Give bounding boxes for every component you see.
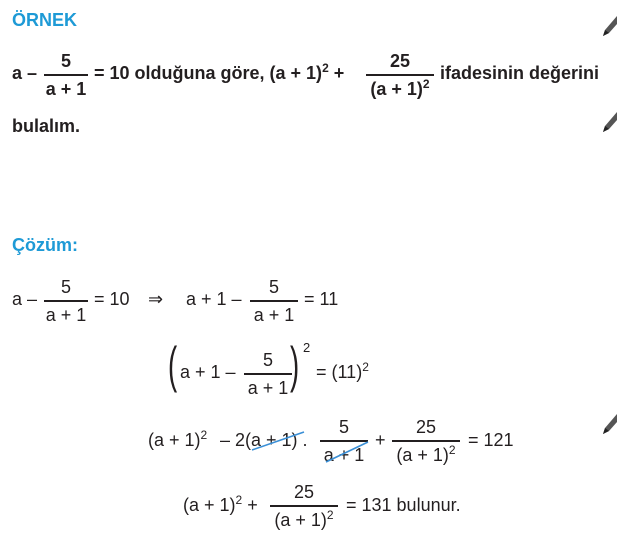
solution-line4-fraction: 25 $(a + 1)^2$ — [270, 481, 338, 531]
example-fraction-2: 25 $(a + 1)^2$ — [366, 50, 434, 100]
solution-line3-fraction-2: 25 $(a + 1)^2$ — [392, 416, 460, 466]
solution-line2-fraction: 5 a + 1 — [244, 349, 292, 399]
solution-line1-fraction-2: 5 a + 1 — [250, 276, 298, 326]
solution-line4-term1: $(a + 1)^2$ + — [183, 493, 258, 515]
close-paren: ) — [290, 337, 300, 393]
solution-line3-plus: + — [375, 430, 386, 450]
solution-line3-term2: – 2(a + 1) . — [220, 430, 308, 450]
solution-line2-inner: a + 1 – — [180, 362, 236, 382]
cancel-stroke-2 — [322, 440, 372, 466]
cancel-stroke-1 — [248, 428, 308, 454]
implies-arrow-icon: ⇒ — [148, 289, 164, 309]
solution-line3-fraction: 5 a + 1 — [320, 416, 368, 466]
solution-line1-fraction: 5 a + 1 — [45, 277, 87, 325]
open-paren: ( — [168, 337, 178, 393]
pencil-icon — [603, 414, 617, 434]
example-condition: = 10 olduğuna göre, $(a + 1)^2$ + — [94, 61, 345, 83]
solution-heading: Çözüm: — [12, 235, 78, 255]
outer-exponent: 2 — [303, 340, 311, 355]
solution-line3-rhs: = 121 — [468, 430, 514, 450]
solution-line4-rhs: = 131 bulunur. — [346, 495, 461, 515]
solution-line1-right: = 11 — [304, 289, 339, 309]
example-prefix: a – — [12, 63, 38, 83]
solution-line3-term1: $(a + 1)^2$ — [148, 428, 208, 450]
pencil-icon — [603, 112, 617, 132]
solution-line1-mid: a + 1 – — [186, 289, 242, 309]
pencil-icon — [603, 16, 617, 36]
example-fraction-1: 5 a + 1 — [45, 51, 87, 99]
solution-line1-left: a – — [12, 289, 38, 309]
solution-line1-eq: = 10 — [94, 289, 130, 309]
example-suffix: ifadesinin değerini — [440, 63, 600, 83]
example-line-2: bulalım. — [12, 116, 81, 136]
example-heading: ÖRNEK — [12, 10, 78, 30]
solution-line2-rhs: = $(11)^2$ — [316, 360, 369, 382]
